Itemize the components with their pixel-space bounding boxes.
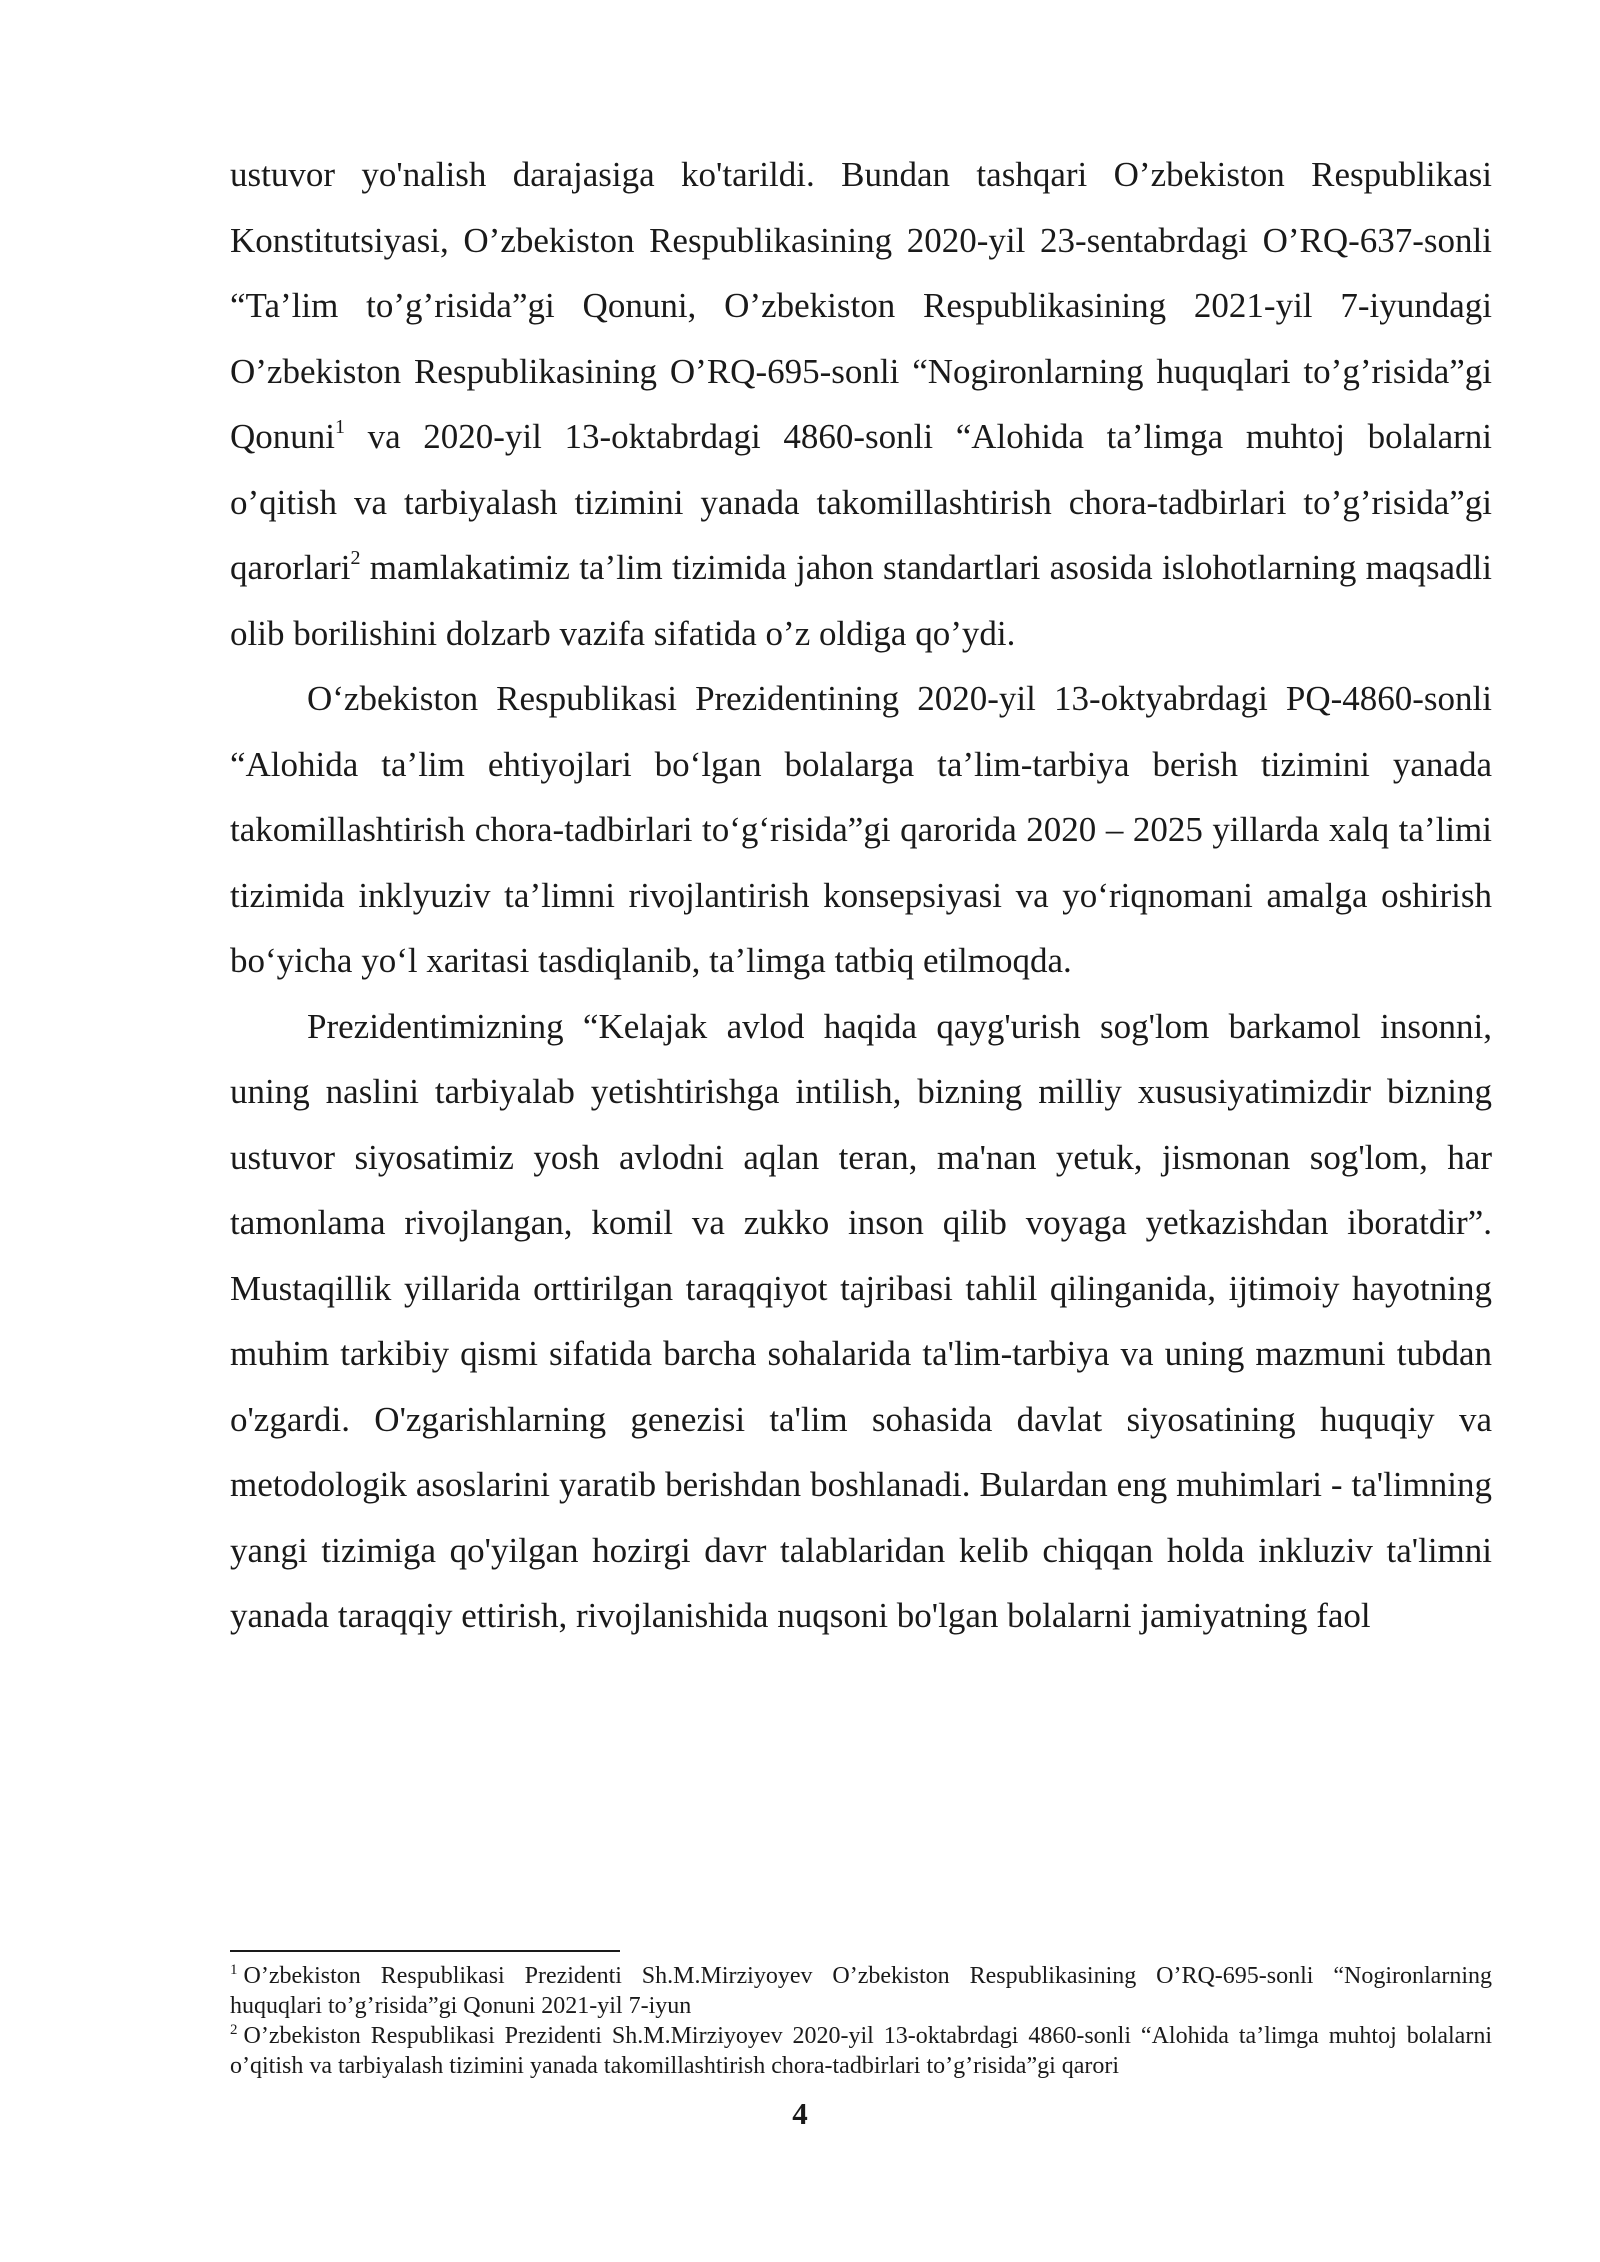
footnote-1 (230, 1961, 1492, 2021)
footnote-separator (230, 1950, 620, 1952)
paragraph-1-text-b: va 2020-yil 13-oktabrdagi 4860-sonli “Alohida ta’limga muhtoj bolalarni o’qitish va tarbiyalash tizimini yanada takomillashtirish chora-tadbirlari to’g’risida”gi qarorlari (230, 417, 1492, 587)
paragraph-1-text-c: mamlakatimiz ta’lim tizimida jahon standartlari asosida islohotlarning maqsadli olib borilishini dolzarb vazifa sifatida o’z oldiga qo’ydi. (230, 548, 1492, 653)
footnote-2 (230, 2021, 1492, 2081)
footnote-2-number: 2 (230, 2022, 238, 2038)
paragraph-3-text: Prezidentimizning “Kelajak avlod haqida qayg'urish sog'lom barkamol insonni, uning naslini tarbiyalab yetishtirishga intilish, bizning milliy xususiyatimizdir bizning ustuvor siyosatimiz yosh avlodni aqlan teran, ma'nan yetuk, jismonan sog'lom, har tamonlama rivojlangan, komil va zukko inson qilib voyaga yetkazishdan iboratdir”. Mustaqillik yillarida orttirilgan taraqqiyot tajribasi tahlil qilinganida, ijtimoiy hayotning muhim tarkibiy qismi sifatida barcha sohalarida ta'lim-tarbiya va uning mazmuni tubdan o'zgardi. O'zgarishlarning genezisi ta'lim sohasida davlat siyosatining huquqiy va metodologik asoslarini yaratib berishdan boshlanadi. Bulardan eng muhimlari - ta'limning yangi tizimiga qo'yilgan hozirgi davr talablaridan kelib chiqqan holda inkluziv ta'limni yanada taraqqiy ettirish, rivojlanishida nuqsoni bo'lgan bolalarni jamiyatning faol (230, 1006, 1492, 1635)
footnote-1-text: O’zbekiston Respublikasi Prezidenti Sh.M.Mirziyoyev O’zbekiston Respublikasining O’RQ-695-sonli “Nogironlarning huquqlari to’g’risida”gi Qonuni 2021-yil 7-iyun (230, 1963, 1492, 2019)
paragraph-2-text: O‘zbekiston Respublikasi Prezidentining 2020-yil 13-oktyabrdagi PQ-4860-sonli “Alohida ta’lim ehtiyojlari bo‘lgan bolalarga ta’lim-tarbiya berish tizimini yanada takomillashtirish chora-tadbirlari to‘g‘risida”gi qarorida 2020 – 2025 yillarda xalq ta’limi tizimida inklyuziv ta’limni rivojlantirish konsepsiyasi va yo‘riqnomani amalga oshirish bo‘yicha yo‘l xaritasi tasdiqlanib, ta’limga tatbiq etilmoqda. (230, 679, 1492, 980)
page-number: 4 (792, 2096, 808, 2131)
paragraph-3 (230, 994, 1492, 1649)
footnote-ref-2[interactable]: 2 (350, 547, 361, 570)
footnote-ref-1[interactable]: 1 (335, 416, 345, 439)
footnote-2-text: O’zbekiston Respublikasi Prezidenti Sh.M.Mirziyoyev 2020-yil 13-oktabrdagi 4860-sonli “Alohida ta’limga muhtoj bolalarni o’qitish va tarbiyalash tizimini yanada takomillashtirish chora-tadbirlari to’g’risida”gi qarori (230, 2023, 1492, 2079)
paragraph-1 (230, 142, 1492, 666)
paragraph-2 (230, 666, 1492, 994)
footnote-1-number: 1 (230, 1962, 238, 1978)
body-text (230, 142, 1492, 1649)
paragraph-1-text-a: ustuvor yo'nalish darajasiga ko'tarildi. Bundan tashqari O’zbekiston Respublikasi Konstitutsiyasi, O’zbekiston Respublikasining 2020-yil 23-sentabrdagi O’RQ-637-sonli “Ta’lim to’g’risida”gi Qonuni, O’zbekiston Respublikasining 2021-yil 7-iyundagi O’zbekiston Respublikasining O’RQ-695-sonli “Nogironlarning huquqlari to’g’risida”gi Qonuni (230, 155, 1492, 456)
footnotes (230, 1961, 1492, 2081)
